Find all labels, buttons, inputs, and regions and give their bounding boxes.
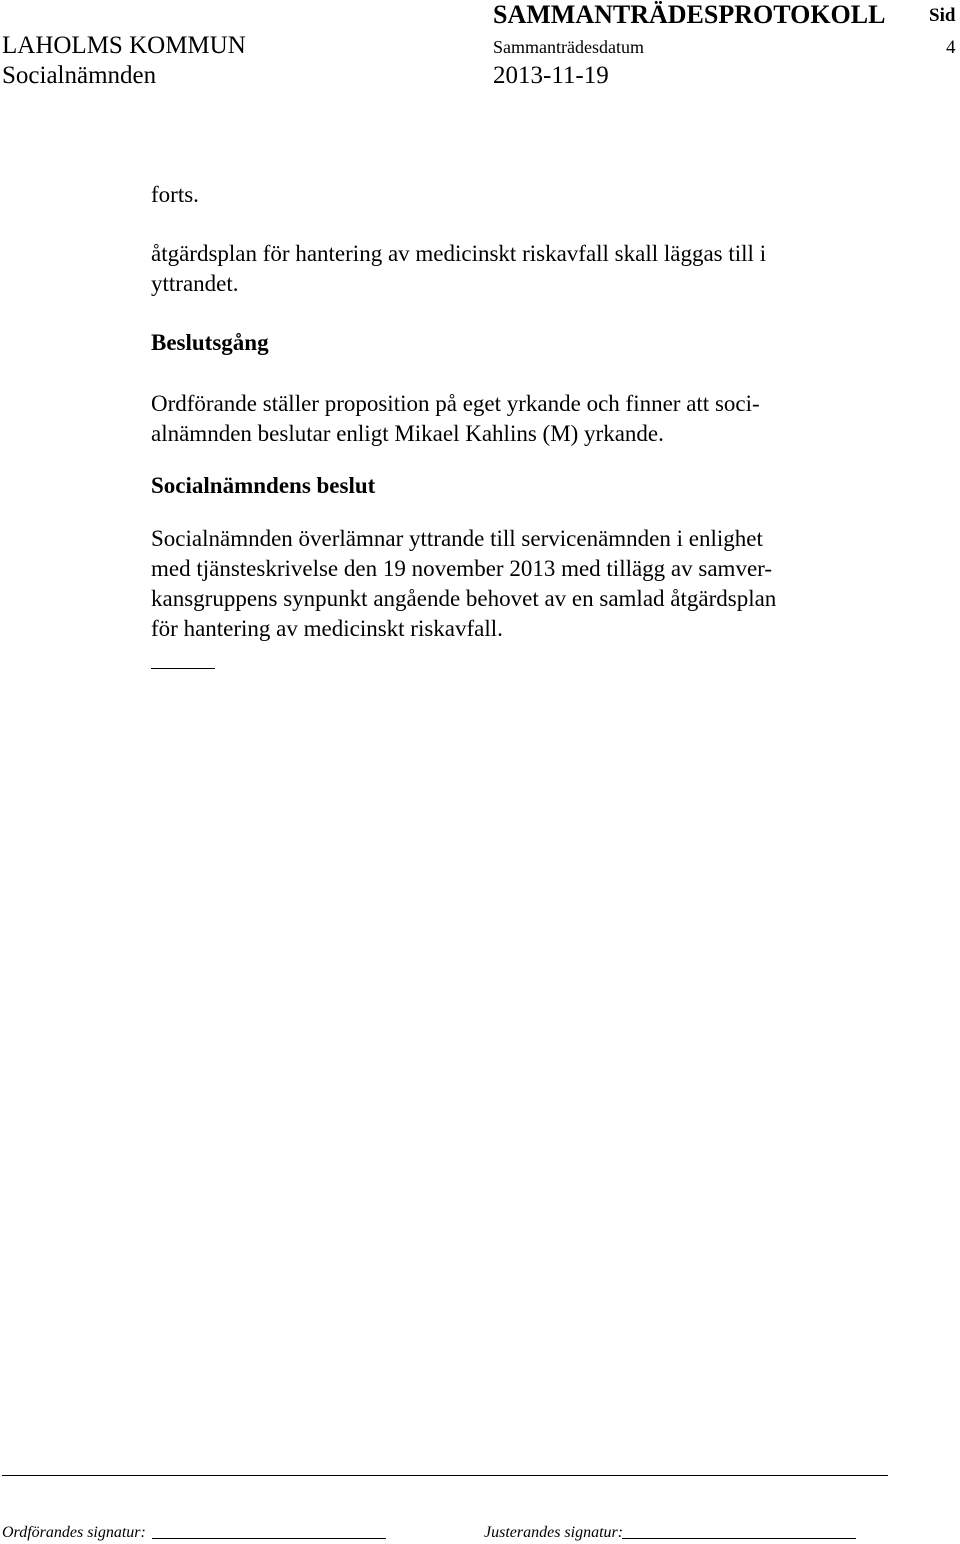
paragraph-line: alnämnden beslutar enligt Mikael Kahlins (M) yrkande.	[151, 421, 664, 446]
page-number: 4	[946, 37, 956, 58]
paragraph-line: för hantering av medicinskt riskavfall.	[151, 616, 503, 641]
paragraph-decision-process	[151, 389, 760, 449]
paragraph-line: Ordförande ställer proposition på eget yrkande och finner att soci-	[151, 391, 760, 416]
committee-name: Socialnämnden	[2, 62, 157, 89]
paragraph-line: kansgruppens synpunkt angående behovet av en samlad åtgärdsplan	[151, 586, 777, 611]
chair-signature-label: Ordförandes signatur:	[2, 1524, 146, 1541]
adjuster-signature-label: Justerandes signatur:	[484, 1524, 624, 1541]
meeting-date-value: 2013-11-19	[493, 62, 609, 89]
paragraph-line: åtgärdsplan för hantering av medicinskt riskavfall skall läggas till i	[151, 241, 767, 266]
continuation-note: forts.	[151, 182, 199, 207]
adjuster-signature-line	[622, 1538, 856, 1539]
page-label: Sid	[929, 5, 956, 26]
section-heading-committee-decision: Socialnämndens beslut	[151, 473, 376, 498]
footer-divider	[2, 1475, 888, 1476]
paragraph-line: med tjänsteskrivelse den 19 november 2013 med tillägg av samver-	[151, 556, 773, 581]
section-end-rule	[151, 668, 215, 669]
paragraph-action-plan	[151, 239, 766, 299]
paragraph-line: Socialnämnden överlämnar yttrande till servicenämnden i enlighet	[151, 526, 763, 551]
section-heading-decision-process: Beslutsgång	[151, 330, 269, 355]
paragraph-committee-decision	[151, 524, 776, 644]
organization-name: LAHOLMS KOMMUN	[2, 32, 246, 59]
chair-signature-line	[152, 1538, 386, 1539]
meeting-date-label: Sammanträdesdatum	[493, 37, 644, 57]
paragraph-line: yttrandet.	[151, 271, 239, 296]
document-type-title: SAMMANTRÄDESPROTOKOLL	[493, 0, 886, 29]
